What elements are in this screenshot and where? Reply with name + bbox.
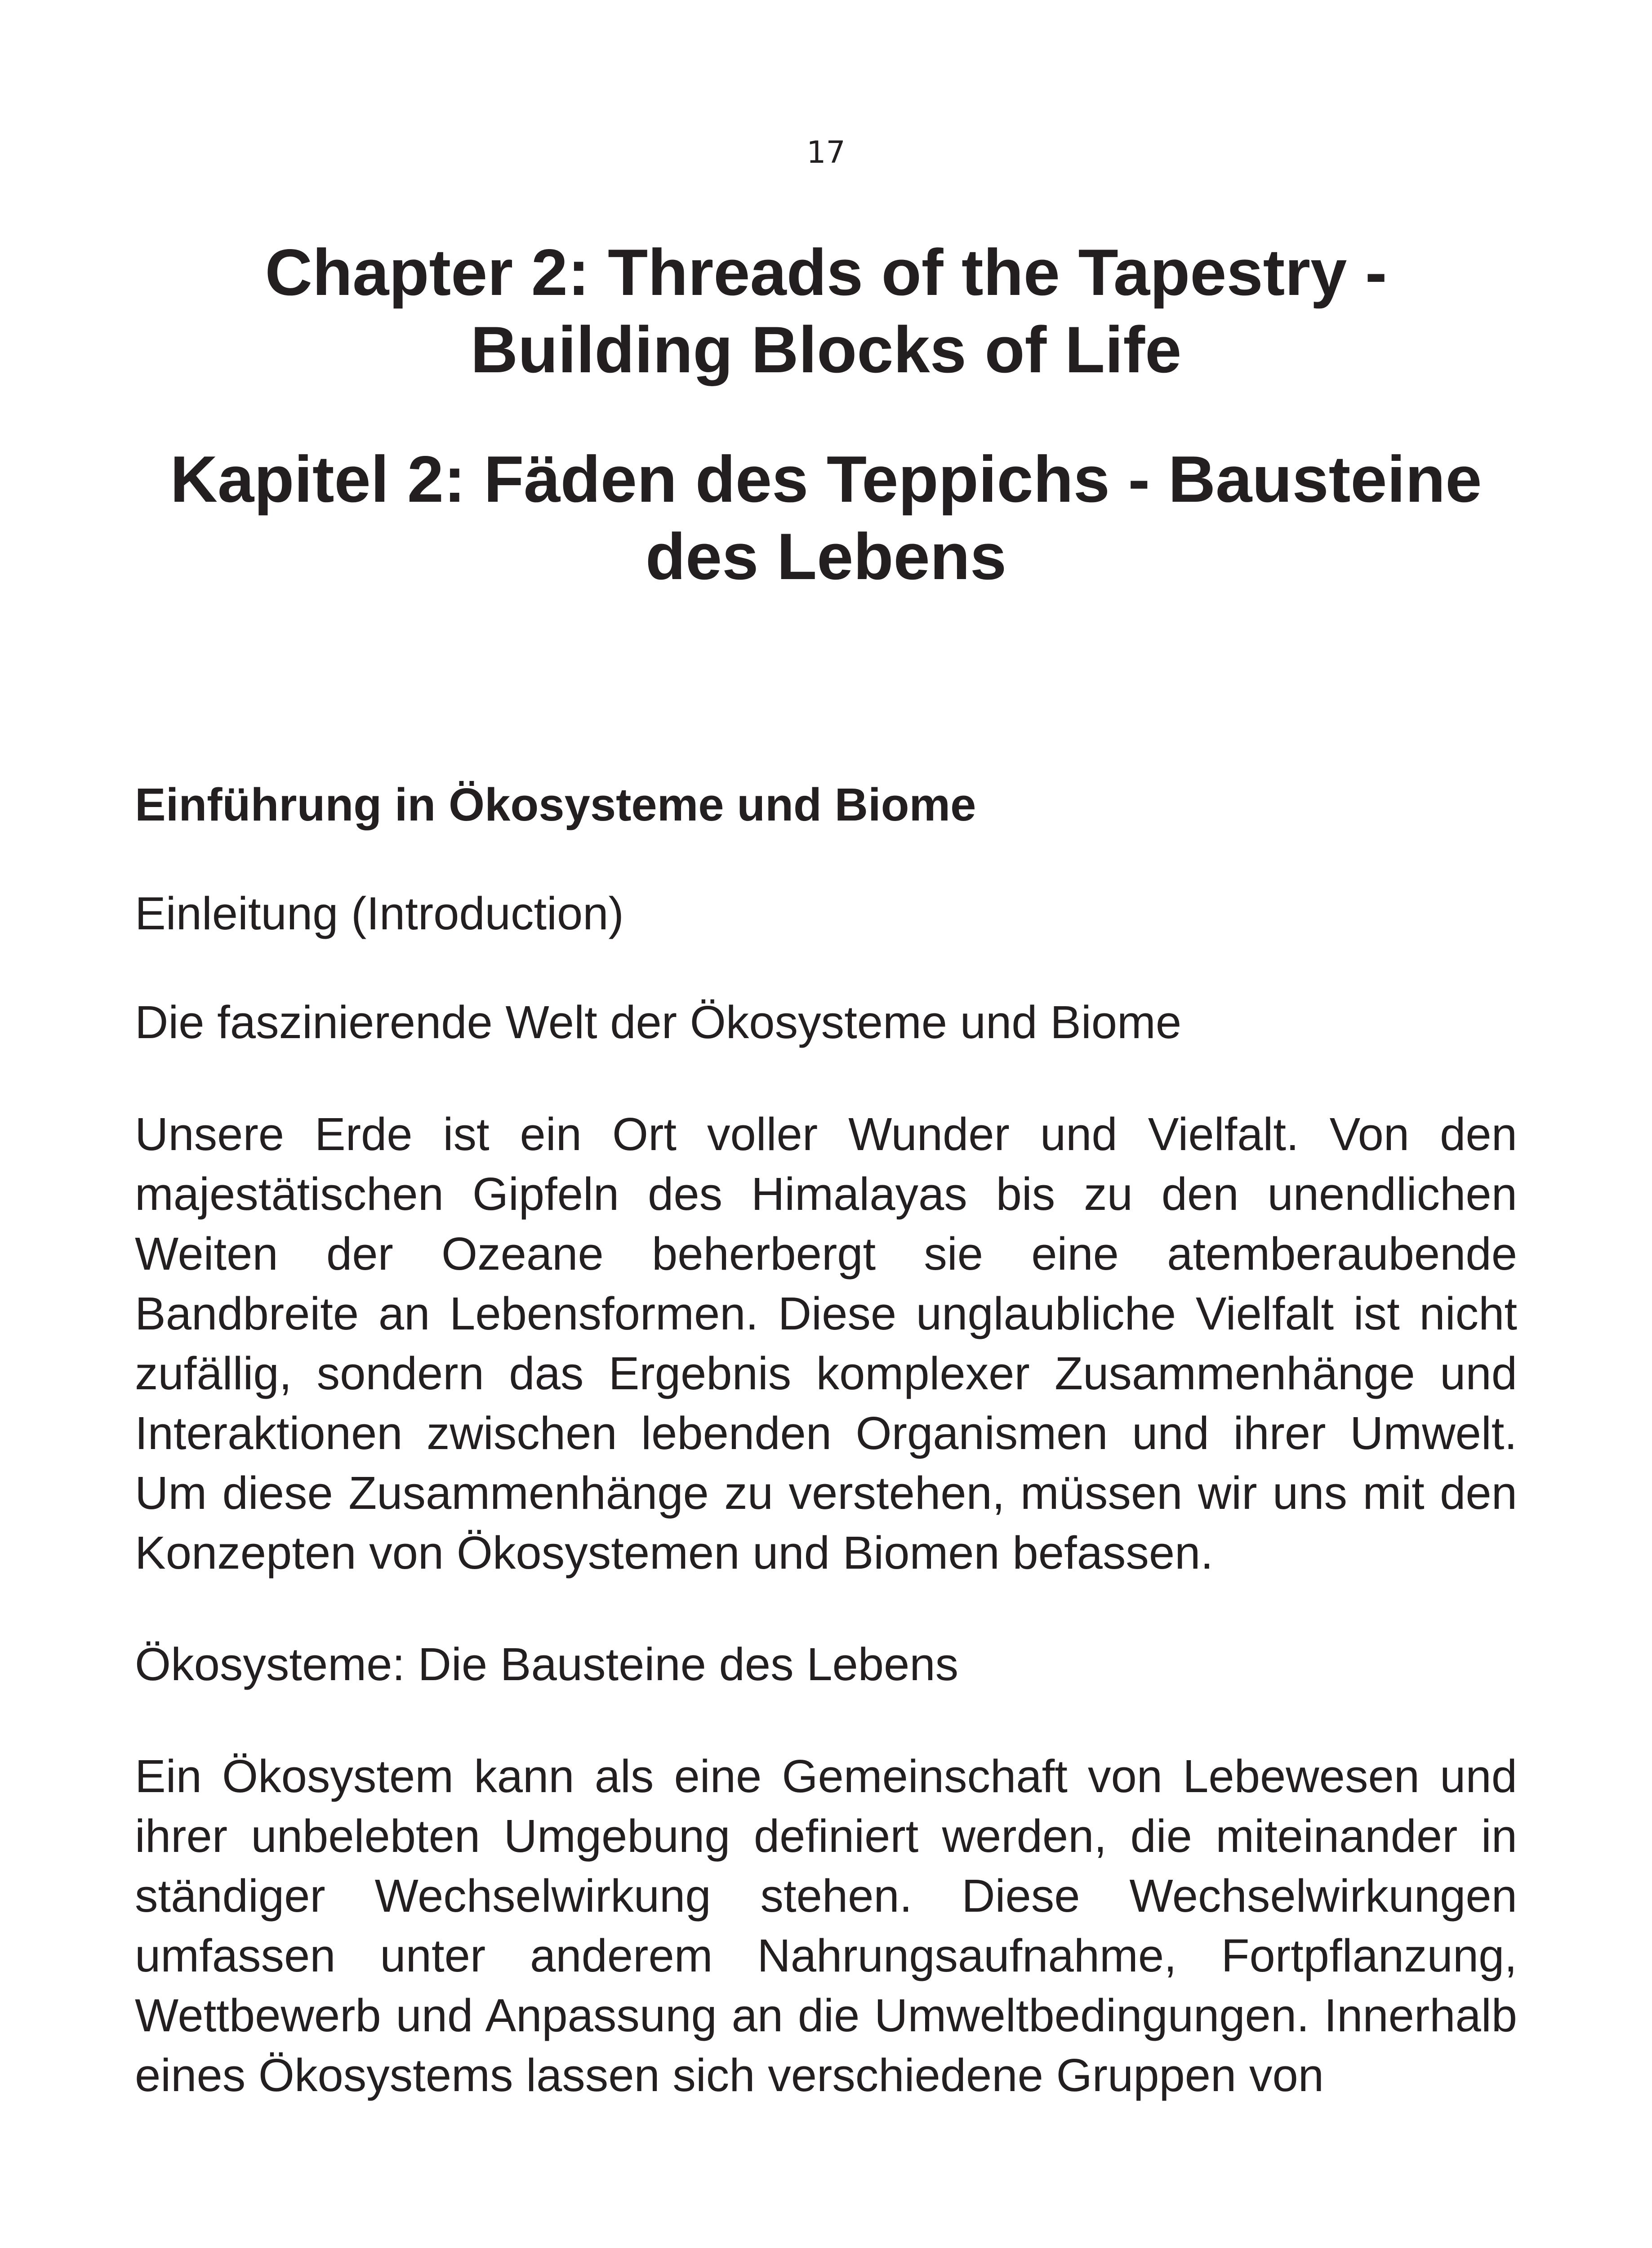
chapter-title-german-line-2: des Lebens [645,520,1007,593]
paragraph-ecosystems: Ein Ökosystem kann als eine Gemeinschaft von Lebewesen und ihrer unbelebten Umgebung definiert werden, die miteinander in ständiger Wechselwirkung stehen. Diese Wechselwirkungen umfassen unter anderem Nahrungsaufnahme, Fortpflanzung, Wettbewerb und Anpassung an die Umweltbedingungen. Innerhalb eines Ökosystems lassen sich verschiedene Gruppen von [135,1750,1517,2101]
page-body [135,778,1517,2105]
chapter-title-english-line-1: Chapter 2: Threads of the Tapestry - [265,236,1387,309]
chapter-title-english [112,234,1540,388]
page-number: 17 [806,135,846,170]
paragraph-introduction: Unsere Erde ist ein Ort voller Wunder und Vielfalt. Von den majestätischen Gipfeln des Himalayas bis zu den unendlichen Weiten der Ozeane beherbergt sie eine atemberaubende Bandbreite an Lebensformen. Diese unglaubliche Vielfalt ist nicht zufällig, sondern das Ergebnis komplexer Zusammenhänge und Interaktionen zwischen lebenden Organismen und ihrer Umwelt. Um diese Zusammenhänge zu verstehen, müssen wir uns mit den Konzepten von Ökosystemen und Biomen befassen. [135,1108,1517,1579]
chapter-title-german-line-1: Kapitel 2: Fäden des Teppichs - Bausteine [170,442,1482,516]
chapter-title-german [112,441,1540,595]
intro-label: Einleitung (Introduction) [135,888,624,939]
chapter-title-english-line-2: Building Blocks of Life [470,313,1182,386]
intro-subtitle: Die faszinierende Welt der Ökosysteme und Biome [135,996,1182,1048]
section-heading: Einführung in Ökosysteme und Biome [135,779,976,830]
ecosystems-subtitle: Ökosysteme: Die Bausteine des Lebens [135,1638,959,1690]
